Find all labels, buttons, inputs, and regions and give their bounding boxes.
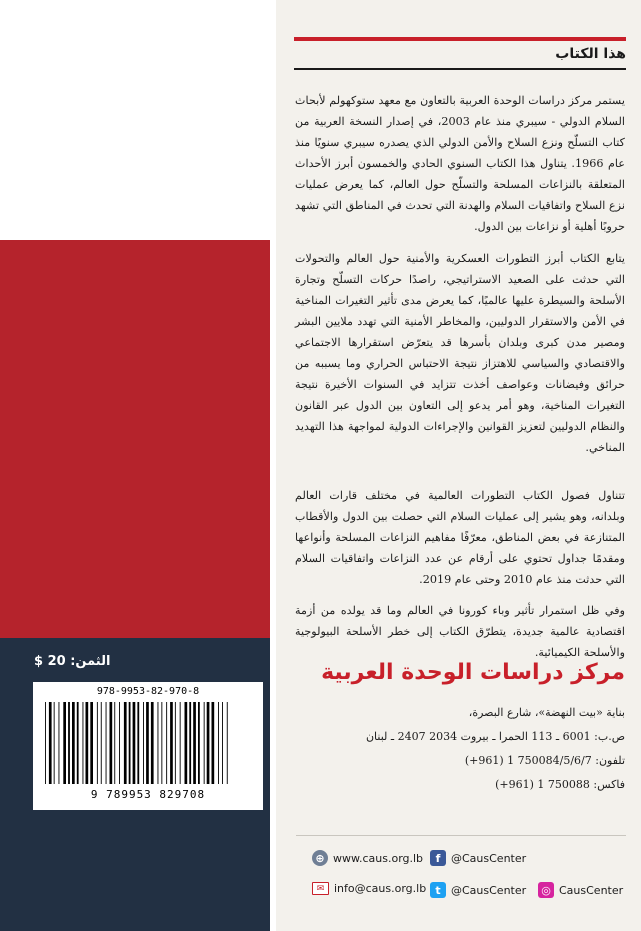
barcode-bar xyxy=(193,702,196,784)
envelope-icon: ✉ xyxy=(312,882,329,895)
twitter-handle[interactable]: @CausCenter xyxy=(451,883,527,897)
publisher-po-box: ص.ب: 6001 ـ 113 الحمرا ـ بيروت 2034 2407 ـ لبنان xyxy=(365,730,625,743)
barcode-bar xyxy=(143,702,144,784)
email-contact[interactable] xyxy=(312,882,426,895)
barcode-bar xyxy=(212,702,215,784)
barcode-bar xyxy=(83,702,84,784)
publisher-address-line: بناية «بيت النهضة»، شارع البصرة، xyxy=(468,706,625,719)
barcode-bar xyxy=(137,702,139,784)
barcode-bar xyxy=(189,702,191,784)
barcode-bar xyxy=(101,702,102,784)
barcode-bar xyxy=(45,702,46,784)
barcode-bar xyxy=(110,702,113,784)
publisher-fax xyxy=(495,778,625,791)
contact-divider xyxy=(296,835,626,836)
barcode-bar xyxy=(161,702,162,784)
barcode-bar xyxy=(106,702,107,784)
fax-label: فاكس: xyxy=(593,778,625,791)
barcode-bar xyxy=(170,702,173,784)
barcode-bar xyxy=(222,702,223,784)
barcode-bar xyxy=(97,702,98,784)
twitter-icon: t xyxy=(430,882,446,898)
publisher-name: مركز دراسات الوحدة العربية xyxy=(321,660,625,685)
barcode-bar xyxy=(63,702,66,784)
isbn-barcode xyxy=(33,682,263,810)
barcode-bar xyxy=(68,702,70,784)
facebook-handle[interactable]: @CausCenter xyxy=(451,851,527,865)
barcode-bar xyxy=(218,702,219,784)
barcode-bars xyxy=(45,702,251,784)
paragraph-intro: يستمر مركز دراسات الوحدة العربية بالتعاون مع معهد ستوكهولم لأبحاث السلام الدولي - سيبري منذ عام 2003، في إصدار النسخة العربية من كتاب التسلّح ونزع السلاح والأمن الدولي الذي يصدره سيبري سنويًا منذ عام 1966. يتناول هذا الكتاب السنوي الحادي والخمسون أبرز الأحداث المتعلقة بالنزاعات المسلحة والتسلّح حول العالم، كما يعرض عمليات نزع السلاح واتفاقيات السلام والهدنة التي تحدث في المناطق التي تشهد حروبًا أهلية أو نزاعات بين الدول. xyxy=(295,94,625,233)
title-rule xyxy=(294,68,626,70)
color-band-red xyxy=(0,240,276,638)
barcode-bar xyxy=(175,702,176,784)
barcode-bar xyxy=(158,702,159,784)
color-band-white xyxy=(0,0,276,240)
price-label: الثمن: 20 $ xyxy=(34,654,111,669)
isbn-number: 978-9953-82-970-8 xyxy=(96,686,200,697)
instagram-icon: ◎ xyxy=(538,882,554,898)
publisher-phone xyxy=(465,754,625,767)
barcode-bar xyxy=(86,702,89,784)
globe-icon: ⊕ xyxy=(312,850,328,866)
barcode-bar xyxy=(166,702,167,784)
barcode-bar xyxy=(49,702,52,784)
barcode-bar xyxy=(207,702,210,784)
barcode-bar xyxy=(72,702,75,784)
barcode-bar xyxy=(133,702,136,784)
instagram-contact[interactable] xyxy=(538,882,623,898)
barcode-bar xyxy=(124,702,127,784)
paragraph-chapters: تتناول فصول الكتاب التطورات العالمية في مختلف قارات العالم وبلدانه، وهو يشير إلى عمليات السلام التي حصلت بين الدول والأقطاب المتنازعة في بعض المناطق، معرّفًا مفاهيم النزاعات المسلحة وأنواعها ومقدمًا جداول تحتوي على أرقام عن عدد النزاعات واتفاقيات السلام التي حدثت منذ عام 2010 وحتى عام 2019. xyxy=(295,489,625,586)
barcode-bar xyxy=(77,702,79,784)
website-link[interactable]: www.caus.org.lb xyxy=(333,851,424,865)
twitter-contact[interactable] xyxy=(430,882,526,898)
barcode-bar xyxy=(59,702,60,784)
barcode-bar xyxy=(129,702,131,784)
section-title: هذا الكتاب xyxy=(555,46,626,62)
barcode-bar xyxy=(151,702,154,784)
phone-label: تلفون: xyxy=(595,754,625,767)
barcode-bar xyxy=(119,702,120,784)
barcode-bar xyxy=(185,702,188,784)
phone-number: (+961) 1 750084/5/6/7 xyxy=(464,754,592,767)
email-link[interactable]: info@caus.org.lb xyxy=(334,882,427,895)
barcode-bar xyxy=(227,702,228,784)
barcode-bar xyxy=(54,702,55,784)
barcode-bar xyxy=(146,702,149,784)
fax-number: (+961) 1 750088 xyxy=(495,778,590,791)
barcode-bar xyxy=(198,702,200,784)
barcode-bar xyxy=(204,702,205,784)
top-rule xyxy=(294,37,626,41)
barcode-bar xyxy=(90,702,93,784)
barcode-bar xyxy=(180,702,181,784)
paragraph-developments: يتابع الكتاب أبرز التطورات العسكرية والأمنية حول العالم والتحولات التي حدثت على الصعيد الاستراتيجي، راصدًا حركات التسلّح وتجارة الأسلحة والسيطرة عليها عالميًا، كما يعرض مدى تأثير التغيرات المناخية في الأمن والاستقرار الدوليين، والمخاطر الأمنية التي تهدد ملايين البشر ومصير مدن كبرى وبلدان بأسرها قد يتعرّض استقرارها الاجتماعي والاقتصادي والسياسي للاهتزاز نتيجة الاحتباس الحراري وما يسببه من حرائق وفيضانات وعواصف أخذت تتزايد في السنوات الأخيرة نتيجة التغيرات المناخية، وهو أمر يدعو إلى التعاون بين الدول عبر القانون والنظام الدوليين لتعزيز القوانين والإجراءات الدولية لمواجهة هذا التهديد المناخي. xyxy=(295,252,625,454)
facebook-contact[interactable] xyxy=(430,850,526,866)
website-contact[interactable] xyxy=(312,850,423,866)
paragraph-corona: وفي ظل استمرار تأثير وباء كورونا في العالم وما قد يولده من أزمة اقتصادية عالمية جديدة، يتطرّق الكتاب إلى خطر الأسلحة البيولوجية والأسلحة الكيميائية. xyxy=(295,604,625,659)
barcode-bar xyxy=(114,702,115,784)
instagram-handle[interactable]: CausCenter xyxy=(559,883,624,897)
facebook-icon: f xyxy=(430,850,446,866)
isbn-digits: 9 789953 829708 xyxy=(90,788,206,801)
color-band-edge xyxy=(270,0,276,931)
